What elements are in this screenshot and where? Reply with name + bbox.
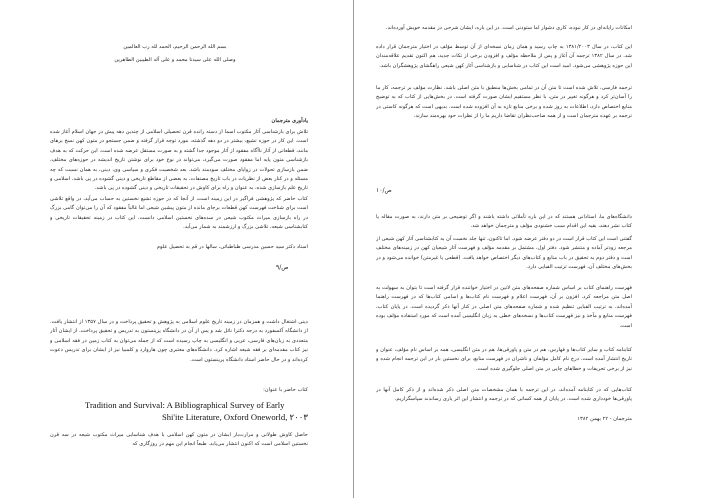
english-title-publisher: Oxford Oneworld, ۲۰۰۳ [223,412,308,422]
english-book-title-line-2 [158,412,308,423]
acknowledgement-paragraph: کتاب‌هایی که در کتابنامه آمده‌اند، در این ترجمه با همان مشخصات متن اصلی ذکر شده‌اند و از ذکر کامل آنها در پاورقی‌ها خودداری شده است. در پایان از همه کسانی که در ترجمه و انتشار این اثر یاری رساندند سپاسگزاریم. [376,387,632,403]
translation-method-paragraph: ترجمه فارسی، تلاش شده است تا متن آن در تمامی بخش‌ها منطبق با متن اصلی باشد. نظارت مؤلف بر ترجمه، کار ما را آسان‌تر کرد و هرگونه تغییر در متن، با نظر مستقیم ایشان صورت گرفته است. در بخش‌هایی از کتاب که به توضیح منابع اختصاص دارد، اطلاعات به روز شده و برخی منابع تازه به آن افزوده شده است. بدیهی است که هرگونه کاستی در ترجمه بر عهده مترجمان است و از همه صاحب‌نظران تقاضا داریم ما را از نظرات خود بهره‌مند سازند. [376,85,632,120]
translators-signature: مترجمان - ۲۲ بهمن ۱۳۸۲ [577,416,632,422]
publication-paragraph: این کتاب، در سال ۱۳۸۱/۲۰۰۳ به چاپ رسید و همان زمان نسخه‌ای از آن توسط مؤلف در اختیار مترجمان قرار داده شد. در سال ۱۳۸۲ ترجمه آن آغاز و پس از ملاحظه مؤلف و افزودن برخی از نکات جدید، هم اکنون تقدیم علاقه‌مندان این حوزه پژوهشی می‌شود. امید است این کتاب در شناسایی و بازشناسی آثار کهن شیعی راهگشای پژوهشگران باشد. [376,44,632,69]
author-biography: دینی اشتغال داشت و همزمان در زمینه تاریخ علوم اسلامی به پژوهش و تحقیق پرداخت و در سال ۱۳۵۷ از انتشار یافت. از دانشگاه آکسفورد به درجه دکترا نائل شد و پس از آن در دانشگاه پرینستون به تدریس و تحقیق پرداخت. از ایشان آثار متعددی به زبان‌های فارسی، عربی و انگلیسی به چاپ رسیده است که از جمله می‌توان به کتاب زمین در فقه اسلامی و نیز کتاب مقدمه‌ای بر فقه شیعه اشاره کرد. دانشگاه‌های معتبری چون هاروارد و کلمبیا نیز از ایشان برای تدریس دعوت کرده‌اند و در حال حاضر استاد دانشگاه پرینستون است. [50,319,308,363]
intro-paragraph: امکانات رایانه‌ای در کار نبوده، کاری دشوار اما ستودنی است. در این باره، ایشان شرحی در مقدمه خویش آورده‌اند. [385,25,632,31]
page-number-left: ص/۹ [276,264,289,271]
translators-note-body: تلاش برای بازشناسی آثار مکتوب اسما از دسته رانده قرن تحصیلی اسلامی از چندین دهه پیش در جهان اسلام آغاز شده است. این کار در حوزه تشیع، بیشتر در دو دهه گذشته، مورد توجه قرار گرفته و ضمن جستجو در متون کهن نسخ برهای مانند، قطعاتی از آثار ناآگاه مفقود از آثار موجود جدا گشته و به صورت مستقل عرضه شده است. این حرکت که به هدف بازشناسی متون پایه اما مفقود صورت می‌گیرد، می‌تواند در نوع خود برای نوشتن تاریخ اندیشه در حوزه‌های مختلف، ضمن بازسازی تحولات در زوایای مختلف سودمند باشد. بعد شخصیت فکری و سیاسی وی، دینی، به همان نسبت که چه مسئله و در کنار بعض از نظریات در باب تاریخ مصنفات، به بعضی از مقاطع تاریخی و دینی گشوده در پی باشد. اسلامی و تاریخ علم بازسازی شده، به عنوان و راه برای کاوش در تحقیقات تاریخی و دینی گشوده در پی باشد. [50,129,308,192]
book-title-label: کتاب حاضر با عنوان: [263,387,308,393]
page-number-right: ص/۱۰ [376,187,392,194]
english-book-title-line-1: Tradition and Survival: A Bibliographical Survey of Early [85,400,285,410]
volumes-paragraph: گفتنی است این کتاب قرار است در دو دفتر عرضه شود. اما تاکنون، تنها جلد نخست آن به کتابشناسی آثار کهن شیعی از مرجعه زودتر آماده و منتشر شود. دفتر اول، مشتمل بر مقدمه مؤلف و فهرست آثار شیعیان کهن در زمینه‌های مختلف است و دفتر دوم به تحقیق در باب منابع و کتاب‌های دیگر اختصاص خواهد یافت. (قطعی یا غیرمتن) خوانده می‌شود و در بخش‌های مختلف آن، فهرست ترتیب الفبایی دارد. [376,236,632,271]
author-signature-line: استاد دکتر سید حسین مدرسی طباطبائی، سالها در قم به تحصیل علوم [156,244,308,250]
bibliography-paragraph: کتابنامه کتاب و سایر کتاب‌ها و فهارس، هم در متن و پاورقی‌ها، هم در متن انگلیسی، همه بر اساس نام مؤلف، عنوان و تاریخ انتشار آمده است. درج نام کامل مؤلفان و ناشران در فهرست منابع، برای نخستین بار در این ترجمه انجام شده و نیز از برخی تحریفات و خطاهای چاپی در متن اصلی جلوگیری شده است. [376,347,632,372]
closing-paragraph: حاصل کاوش طولانی و مرارت‌بار ایشان در متون کهن اسلامی با هدف شناسایی میراث مکتوب شیعه در سه قرن نخستین اسلامی است که اکنون انتشار می‌یابد. طبعاً انجام این مهم در روزگاری که [50,432,308,448]
basmala-line-2: وصلى الله على سيدنا محمد و على آله الطيبين الطاهرين [114,57,236,63]
universities-paragraph: دانشگاه‌های ما، استادانی هستند که در این باره تأملاتی داشته باشند و اگر توضیحی بر متن دارند، به صورت مقاله یا کتاب نشر دهند، بقیه این اقدام سبب خشنودی مؤلف و مترجمان خواهد شد. [376,214,632,230]
left-page [0,0,353,498]
index-paragraph: فهرست راهنمای کتاب بر اساس شماره صفحه‌های متن لاتین در اختیار خواننده قرار گرفته است تا بتوان به سهولت به اصل متن مراجعه کرد. افزون بر آن، فهرست اعلام و فهرست نام کتاب‌ها و اسامی کتاب‌ها که در فهرست راهنما آمده‌اند، به ترتیب الفبایی تنظیم شده و شماره صفحه‌های متن اصلی در کنار آنها ذکر گردیده است. در پایان کتاب، فهرست منابع و مآخذ و نیز فهرست کتاب‌ها و نسخه‌های خطی به زبان انگلیسی آمده است که مورد استفاده مؤلف بوده است. [376,285,632,329]
right-page [354,0,707,498]
translators-note-body-2: کتاب حاضر که پژوهشی فراگیر در این زمینه است، از آنجا که در حوزه تشیع نخستین به حساب می‌آید، در واقع تلاشی است برای شناخت فهرست کهن قطعات برجای مانده از متون پیشین شیعی اما غالباً مفقود که آن را می‌توان گامی بزرگ در راه بازسازی میراث مکتوب شیعی در سده‌های نخستین اسلامی دانست. این کتاب در زمینه تحقیقات تاریخی و کتابشناسی شیعه، تلاشی بزرگ و ارزشمند به شمار می‌آید. [50,196,308,231]
english-title-shiite: Shi'ite Literature, [161,412,222,422]
translators-note-heading: یادآوری مترجمان [271,118,308,124]
basmala-line-1: بسم الله الرحمن الرحيم، الحمد لله رب العالمين [123,44,227,50]
